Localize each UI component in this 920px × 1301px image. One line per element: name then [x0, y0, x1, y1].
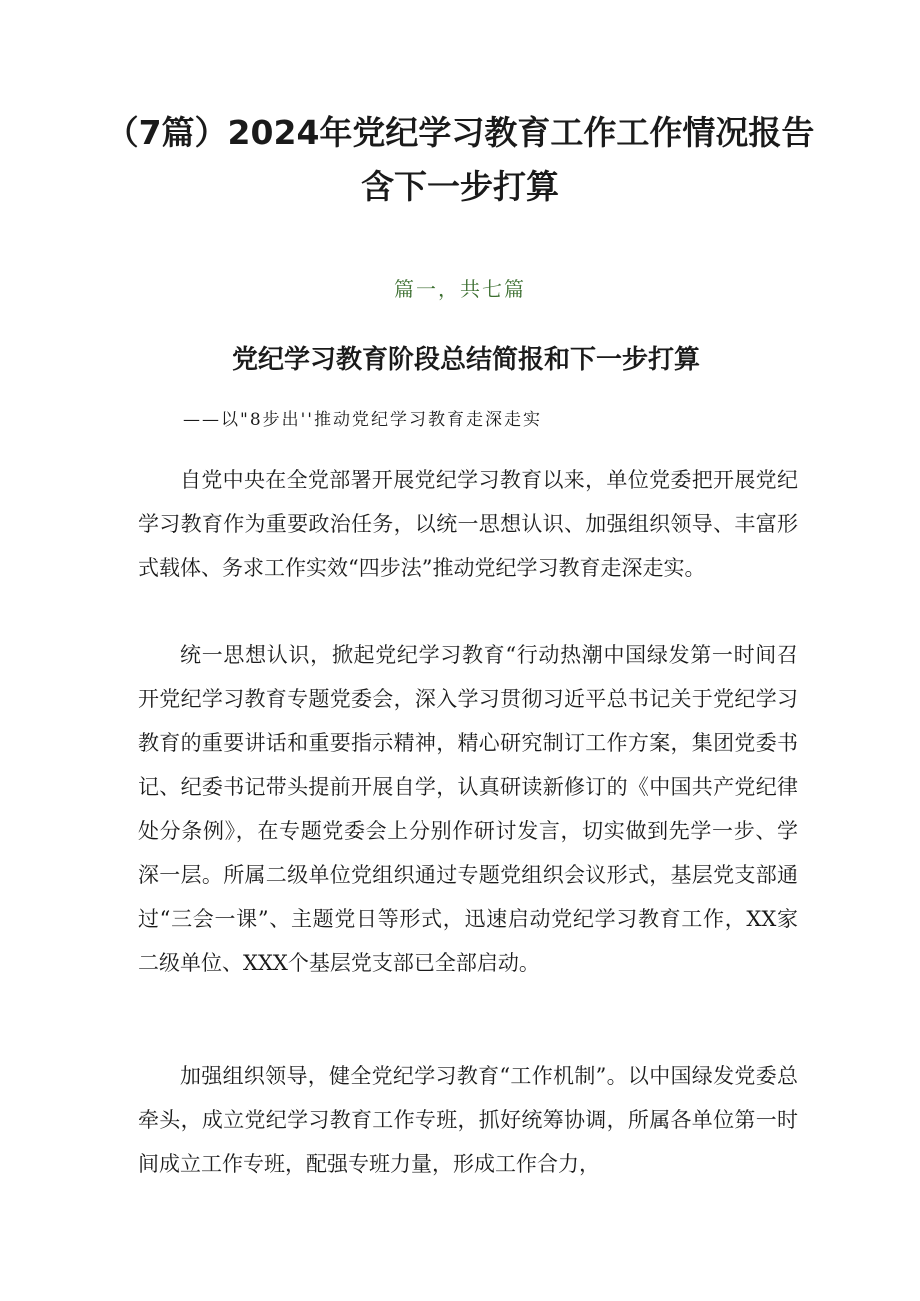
paragraph-2: 统一思想认识，掀起党纪学习教育“行动热潮中国绿发第一时间召开党纪学习教育专题党委会，深入学习贯彻习近平总书记关于党纪学习教育的重要讲话和重要指示精神，精心研究制订工作方案，集团党委书记、纪委书记带头提前开展自学，认真研读新修订的《中国共产党纪律处分条例》，在专题党委会上分别作研讨发言，切实做到先学一步、学深一层。所属二级单位党组织通过专题党组织会议形式，基层党支部通过“三会一课”、主题党日等形式，迅速启动党纪学习教育工作，XX家二级单位、XXX个基层党支部已全部启动。 — [138, 643, 798, 975]
paragraph-3: 加强组织领导，健全党纪学习教育“工作机制”。以中国绿发党委总牵头，成立党纪学习教育工作专班，抓好统筹协调，所属各单位第一时间成立工作专班，配强专班力量，形成工作合力， — [138, 1064, 798, 1176]
article-title: 党纪学习教育阶段总结简报和下一步打算 — [231, 345, 700, 375]
document-title: （7篇）2024年党纪学习教育工作工作情况报告含下一步打算 — [105, 113, 815, 206]
paragraph-1: 自党中央在全党部署开展党纪学习教育以来，单位党委把开展党纪学习教育作为重要政治任务，以统一思想认识、加强组织领导、丰富形式载体、务求工作实效“四步法”推动党纪学习教育走深走实。 — [138, 468, 798, 580]
article-subtitle: ——以"8步出''推动党纪学习教育走深走实 — [183, 410, 542, 430]
section-label: 篇一，共七篇 — [394, 277, 526, 301]
